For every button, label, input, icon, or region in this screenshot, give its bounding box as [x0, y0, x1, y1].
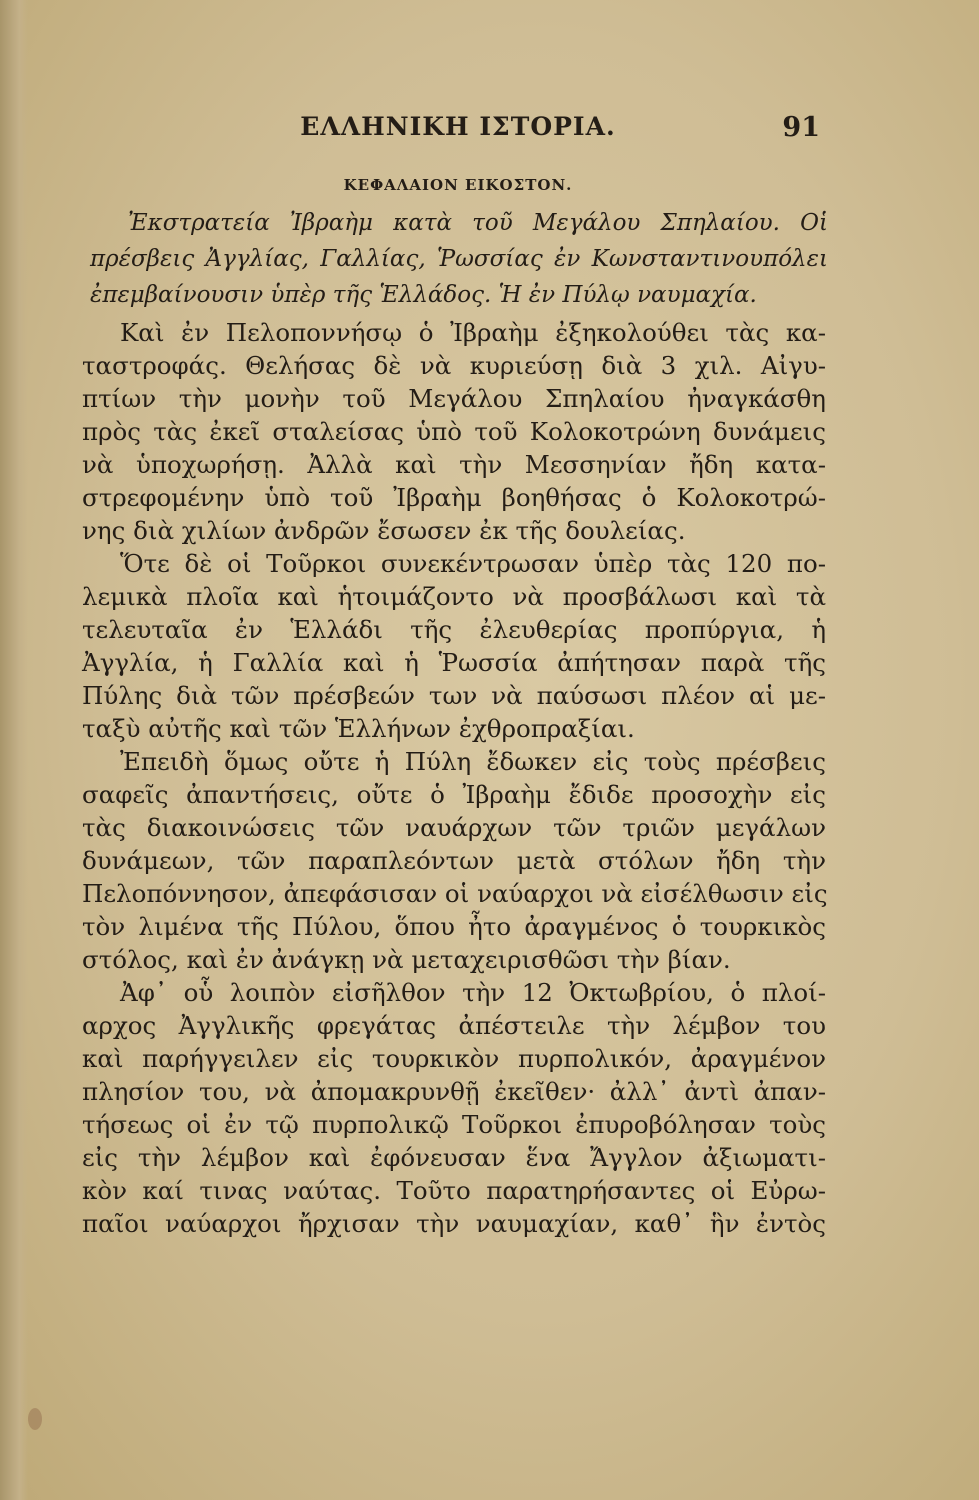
- paragraph-2: [82, 547, 826, 745]
- page-number: 91: [782, 112, 820, 143]
- summary-line: ἐπεμβαίνουσιν ὑπὲρ τῆς Ἑλλάδος. Ἡ ἐν Πύλῳ ναυμαχία.: [90, 282, 757, 308]
- text-line: ταστροφάς. Θελήσας δὲ νὰ κυριεύσῃ διὰ 3 χιλ. Αἰγυ-: [82, 351, 826, 380]
- paper-stain: [28, 1408, 42, 1430]
- text-line: τὸν λιμένα τῆς Πύλου, ὅπου ἦτο ἀραγμένος ὁ τουρκικὸς: [82, 912, 826, 941]
- paragraph-1: [82, 316, 826, 547]
- text-line: Ὅτε δὲ οἱ Τοῦρκοι συνεκέντρωσαν ὑπὲρ τὰς 120 πο-: [120, 549, 826, 578]
- text-line: Ἀφ᾽ οὗ λοιπὸν εἰσῆλθον τὴν 12 Ὀκτωβρίου, ὁ πλοί-: [120, 978, 826, 1007]
- summary-line: πρέσβεις Ἀγγλίας, Γαλλίας, Ῥωσσίας ἐν Κωνσταντινουπόλει: [90, 246, 828, 272]
- page-binding-edge: [0, 0, 28, 1500]
- text-line: ταξὺ αὐτῆς καὶ τῶν Ἑλλήνων ἐχθροπραξίαι.: [82, 714, 635, 743]
- text-line: νὰ ὑποχωρήσῃ. Ἀλλὰ καὶ τὴν Μεσσηνίαν ἤδη κατα-: [82, 450, 826, 479]
- text-line: λεμικὰ πλοῖα καὶ ἡτοιμάζοντο νὰ προσβάλωσι καὶ τὰ: [82, 582, 826, 611]
- text-line: κὸν καί τινας ναύτας. Τοῦτο παρατηρήσαντες οἱ Εὐρω-: [82, 1176, 826, 1205]
- text-line: Ἐπειδὴ ὅμως οὔτε ἡ Πύλη ἔδωκεν εἰς τοὺς πρέσβεις: [120, 747, 826, 776]
- running-title: ΕΛΛΗΝΙΚΗ ΙΣΤΟΡΙΑ.: [300, 112, 616, 141]
- text-line: στρεφομένην ὑπὸ τοῦ Ἰβραὴμ βοηθήσας ὁ Κολοκοτρώ-: [82, 483, 826, 512]
- paragraph-4: [82, 976, 826, 1240]
- text-line: παῖοι ναύαρχοι ἤρχισαν τὴν ναυμαχίαν, καθ᾽ ἣν ἐντὸς: [82, 1209, 826, 1238]
- text-line: Ἀγγλία, ἡ Γαλλία καὶ ἡ Ῥωσσία ἀπήτησαν παρὰ τῆς: [82, 648, 826, 677]
- text-line: Πελοπόννησον, ἀπεφάσισαν οἱ ναύαρχοι νὰ εἰσέλθωσιν εἰς: [82, 879, 828, 908]
- text-line: πρὸς τὰς ἐκεῖ σταλείσας ὑπὸ τοῦ Κολοκοτρώνη δυνάμεις: [82, 417, 826, 446]
- text-line: πτίων τὴν μονὴν τοῦ Μεγάλου Σπηλαίου ἠναγκάσθη: [82, 384, 826, 413]
- text-line: αρχος Ἀγγλικῆς φρεγάτας ἀπέστειλε τὴν λέμβον του: [82, 1011, 826, 1040]
- page-header: [88, 112, 828, 152]
- chapter-heading: ΚΕΦΑΛΑΙΟΝ ΕΙΚΟΣΤΟΝ.: [343, 176, 573, 194]
- summary-line: Ἐκστρατεία Ἰβραὴμ κατὰ τοῦ Μεγάλου Σπηλαίου. Οἱ: [128, 210, 828, 236]
- body-text: [82, 316, 826, 1240]
- text-line: δυνάμεων, τῶν παραπλεόντων μετὰ στόλων ἤδη τὴν: [82, 846, 826, 875]
- text-line: σαφεῖς ἀπαντήσεις, οὔτε ὁ Ἰβραὴμ ἔδιδε προσοχὴν εἰς: [82, 780, 826, 809]
- text-line: καὶ παρήγγειλεν εἰς τουρκικὸν πυρπολικόν, ἀραγμένον: [82, 1044, 826, 1073]
- text-line: Πύλης διὰ τῶν πρέσβεών των νὰ παύσωσι πλέον αἱ με-: [82, 681, 826, 710]
- text-line: τὰς διακοινώσεις τῶν ναυάρχων τῶν τριῶν μεγάλων: [82, 813, 826, 842]
- text-line: τήσεως οἱ ἐν τῷ πυρπολικῷ Τοῦρκοι ἐπυροβόλησαν τοὺς: [82, 1110, 826, 1139]
- chapter-summary: [90, 205, 828, 313]
- text-line: στόλος, καὶ ἐν ἀνάγκῃ νὰ μεταχειρισθῶσι τὴν βίαν.: [82, 945, 731, 974]
- text-line: εἰς τὴν λέμβον καὶ ἐφόνευσαν ἕνα Ἄγγλον ἀξιωματι-: [82, 1143, 826, 1172]
- text-line: πλησίον του, νὰ ἀπομακρυνθῇ ἐκεῖθεν· ἀλλ᾽ ἀντὶ ἀπαν-: [82, 1077, 826, 1106]
- text-line: Καὶ ἐν Πελοποννήσῳ ὁ Ἰβραὴμ ἐξηκολούθει τὰς κα-: [120, 318, 826, 347]
- text-line: νης διὰ χιλίων ἀνδρῶν ἔσωσεν ἐκ τῆς δουλείας.: [82, 516, 686, 545]
- paragraph-3: [82, 745, 826, 976]
- text-line: τελευταῖα ἐν Ἑλλάδι τῆς ἐλευθερίας προπύργια, ἡ: [82, 615, 826, 644]
